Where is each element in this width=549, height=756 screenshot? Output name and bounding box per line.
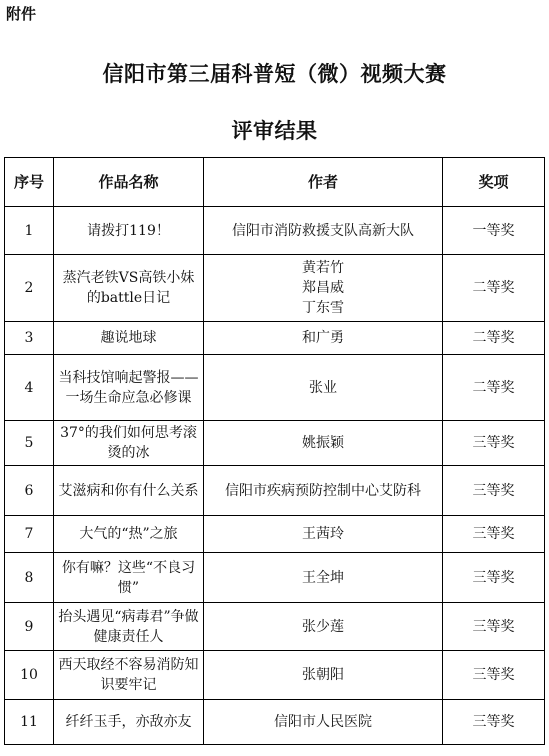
table-row: [5, 255, 545, 322]
award-cell: 一等奖: [443, 207, 545, 255]
row-number: 1: [5, 207, 54, 255]
results-table: [4, 157, 545, 745]
author-name: 黄若竹: [302, 260, 344, 276]
table-row: [5, 603, 545, 651]
award-cell: 三等奖: [443, 421, 545, 466]
work-title: 请拨打119！: [54, 207, 204, 255]
author-name: 张业: [309, 379, 337, 396]
table-row: [5, 322, 545, 355]
award-cell: 二等奖: [443, 255, 545, 322]
table-header-row: [5, 158, 545, 207]
author-name: 信阳市疾病预防控制中心艾防科: [225, 482, 421, 499]
author-name: 信阳市人民医院: [274, 714, 372, 730]
author-cell: [204, 516, 443, 553]
award-cell: 三等奖: [443, 603, 545, 651]
work-title: 37°的我们如何思考滚烫的冰: [54, 421, 204, 466]
row-number: 2: [5, 255, 54, 322]
row-number: 3: [5, 322, 54, 355]
author-name: 信阳市消防救援支队高新大队: [232, 222, 414, 239]
row-number: 6: [5, 466, 54, 516]
award-cell: 三等奖: [443, 516, 545, 553]
row-number: 4: [5, 355, 54, 421]
row-number: 5: [5, 421, 54, 466]
author-cell: [204, 700, 443, 745]
table-row: [5, 651, 545, 700]
author-name: 郑昌威: [302, 280, 344, 296]
author-name: 张少莲: [302, 618, 344, 635]
table-row: [5, 700, 545, 745]
table-row: [5, 516, 545, 553]
work-title: 蒸汽老铁VS高铁小妹的battle日记: [54, 255, 204, 322]
table-row: [5, 466, 545, 516]
row-number: 8: [5, 553, 54, 603]
award-cell: 二等奖: [443, 355, 545, 421]
row-number: 9: [5, 603, 54, 651]
work-title: 西天取经不容易消防知识要牢记: [54, 651, 204, 700]
author-name: 丁东雪: [302, 300, 344, 316]
award-cell: 三等奖: [443, 700, 545, 745]
column-header-number: 序号: [5, 158, 54, 207]
author-cell: [204, 355, 443, 421]
author-cell: [204, 466, 443, 516]
attachment-label: 附件: [6, 5, 37, 23]
work-title: 大气的“热”之旅: [54, 516, 204, 553]
document-subtitle: 评审结果: [231, 119, 318, 143]
author-cell: [204, 207, 443, 255]
author-cell: [204, 603, 443, 651]
author-name: 王茜玲: [302, 526, 344, 542]
row-number: 11: [5, 700, 54, 745]
work-title: 艾滋病和你有什么关系: [54, 466, 204, 516]
award-cell: 三等奖: [443, 553, 545, 603]
work-title: 当科技馆响起警报——一场生命应急必修课: [54, 355, 204, 421]
author-cell: [204, 255, 443, 322]
author-cell: [204, 553, 443, 603]
author-name: 张朝阳: [302, 667, 344, 683]
row-number: 10: [5, 651, 54, 700]
table-row: [5, 207, 545, 255]
table-row: [5, 421, 545, 466]
work-title: 纤纤玉手，亦敌亦友: [54, 700, 204, 745]
work-title: 你有嘛？这些“不良习惯”: [54, 553, 204, 603]
document-title: 信阳市第三届科普短（微）视频大赛: [102, 62, 447, 86]
author-cell: [204, 651, 443, 700]
author-name: 姚振颖: [302, 435, 344, 451]
author-name: 和广勇: [302, 330, 344, 346]
work-title: 趣说地球: [54, 322, 204, 355]
row-number: 7: [5, 516, 54, 553]
author-cell: [204, 421, 443, 466]
author-cell: [204, 322, 443, 355]
table-row: [5, 355, 545, 421]
author-name: 王全坤: [302, 569, 344, 586]
table-row: [5, 553, 545, 603]
column-header-author: 作者: [204, 158, 443, 207]
work-title: 抬头遇见“病毒君”争做健康责任人: [54, 603, 204, 651]
award-cell: 三等奖: [443, 466, 545, 516]
award-cell: 二等奖: [443, 322, 545, 355]
column-header-work: 作品名称: [54, 158, 204, 207]
award-cell: 三等奖: [443, 651, 545, 700]
column-header-award: 奖项: [443, 158, 545, 207]
